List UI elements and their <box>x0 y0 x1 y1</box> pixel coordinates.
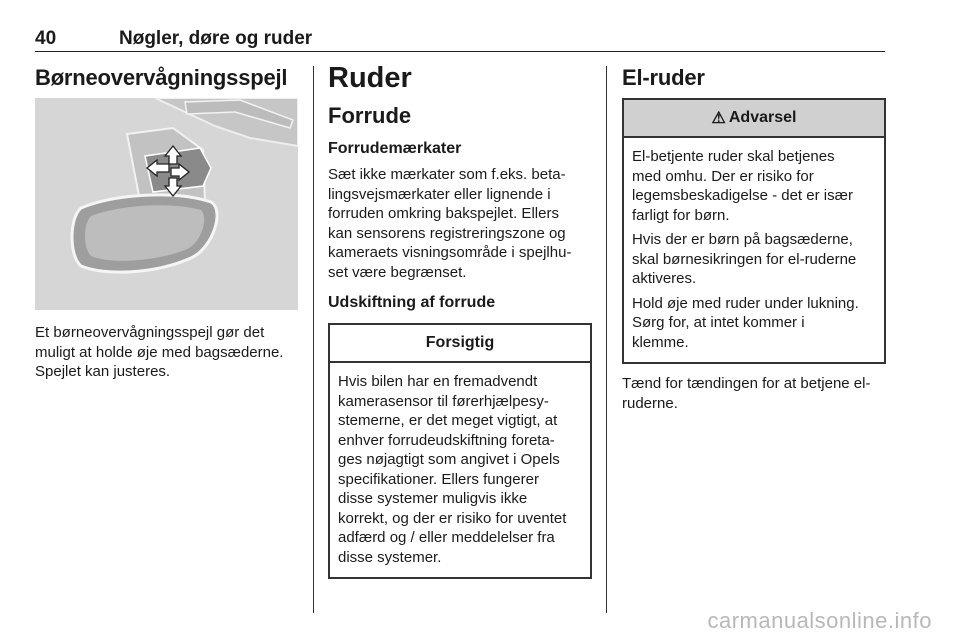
warning-text: El-betjente ruder skal betjenes med omhu. Der er risiko for legemsbeskadigelse - det er især farligt for børn. Hvis der er børn på bagsæderne, skal børnesikringen for el-ruderne aktiveres. Hold øje med ruder under lukning. Sørg for, at intet kommer i klemme. <box>632 148 859 351</box>
caution-title: Forsigtig <box>330 325 590 363</box>
column-mirror <box>35 64 298 382</box>
watermark-text: carmanualsonline.info <box>707 608 932 633</box>
section-heading-windows: Ruder <box>328 62 412 94</box>
ignition-paragraph: Tænd for tændingen for at betjene el- ruderne. <box>622 375 871 412</box>
page-number: 40 <box>35 28 57 49</box>
caution-box <box>328 323 592 579</box>
section-heading-mirror: Børneovervågningsspejl <box>35 65 288 90</box>
page-header <box>35 28 885 52</box>
warning-box <box>622 98 886 364</box>
stickers-paragraph: Sæt ikke mærkater som f.eks. beta- lingsvejsmærkater eller lignende i forruden omkring bakspejlet. Ellers kan sensorens registreringszone og kameraets visningsområde i spejlhu- set være begrænset. <box>328 166 572 281</box>
warning-triangle-icon: ⚠ <box>711 110 726 127</box>
subheading-windshield: Forrude <box>328 103 412 128</box>
column-windows <box>328 64 592 579</box>
mirror-description: Et børneovervågningsspejl gør det muligt at holde øje med bagsæderne. Spejlet kan justeres. <box>35 324 284 380</box>
section-heading-power-windows: El-ruder <box>622 65 705 90</box>
column-divider-right <box>606 66 607 613</box>
chapter-title: Nøgler, døre og ruder <box>119 28 313 49</box>
column-divider-left <box>313 66 314 613</box>
rearview-mirror-icon <box>35 98 298 310</box>
warning-header <box>624 100 884 138</box>
column-power-windows <box>622 64 886 413</box>
caution-text: Hvis bilen har en fremadvendt kamerasensor til førerhjælpesy- stemerne, er det meget vigtigt, at enhver forrudeudskiftning foreta- ges nøjagtigt som angivet i Opels specifikationer. Ellers fungerer disse systemer muligvis ikke korrekt, og der er risiko for uventet adfærd og / eller meddelelser fra disse systemer. <box>338 373 567 566</box>
rearview-mirror-illustration <box>35 98 298 310</box>
subheading-windshield-stickers: Forrudemærkater <box>328 140 462 157</box>
warning-title: Advarsel <box>728 109 797 126</box>
subheading-windshield-replacement: Udskiftning af forrude <box>328 294 496 311</box>
